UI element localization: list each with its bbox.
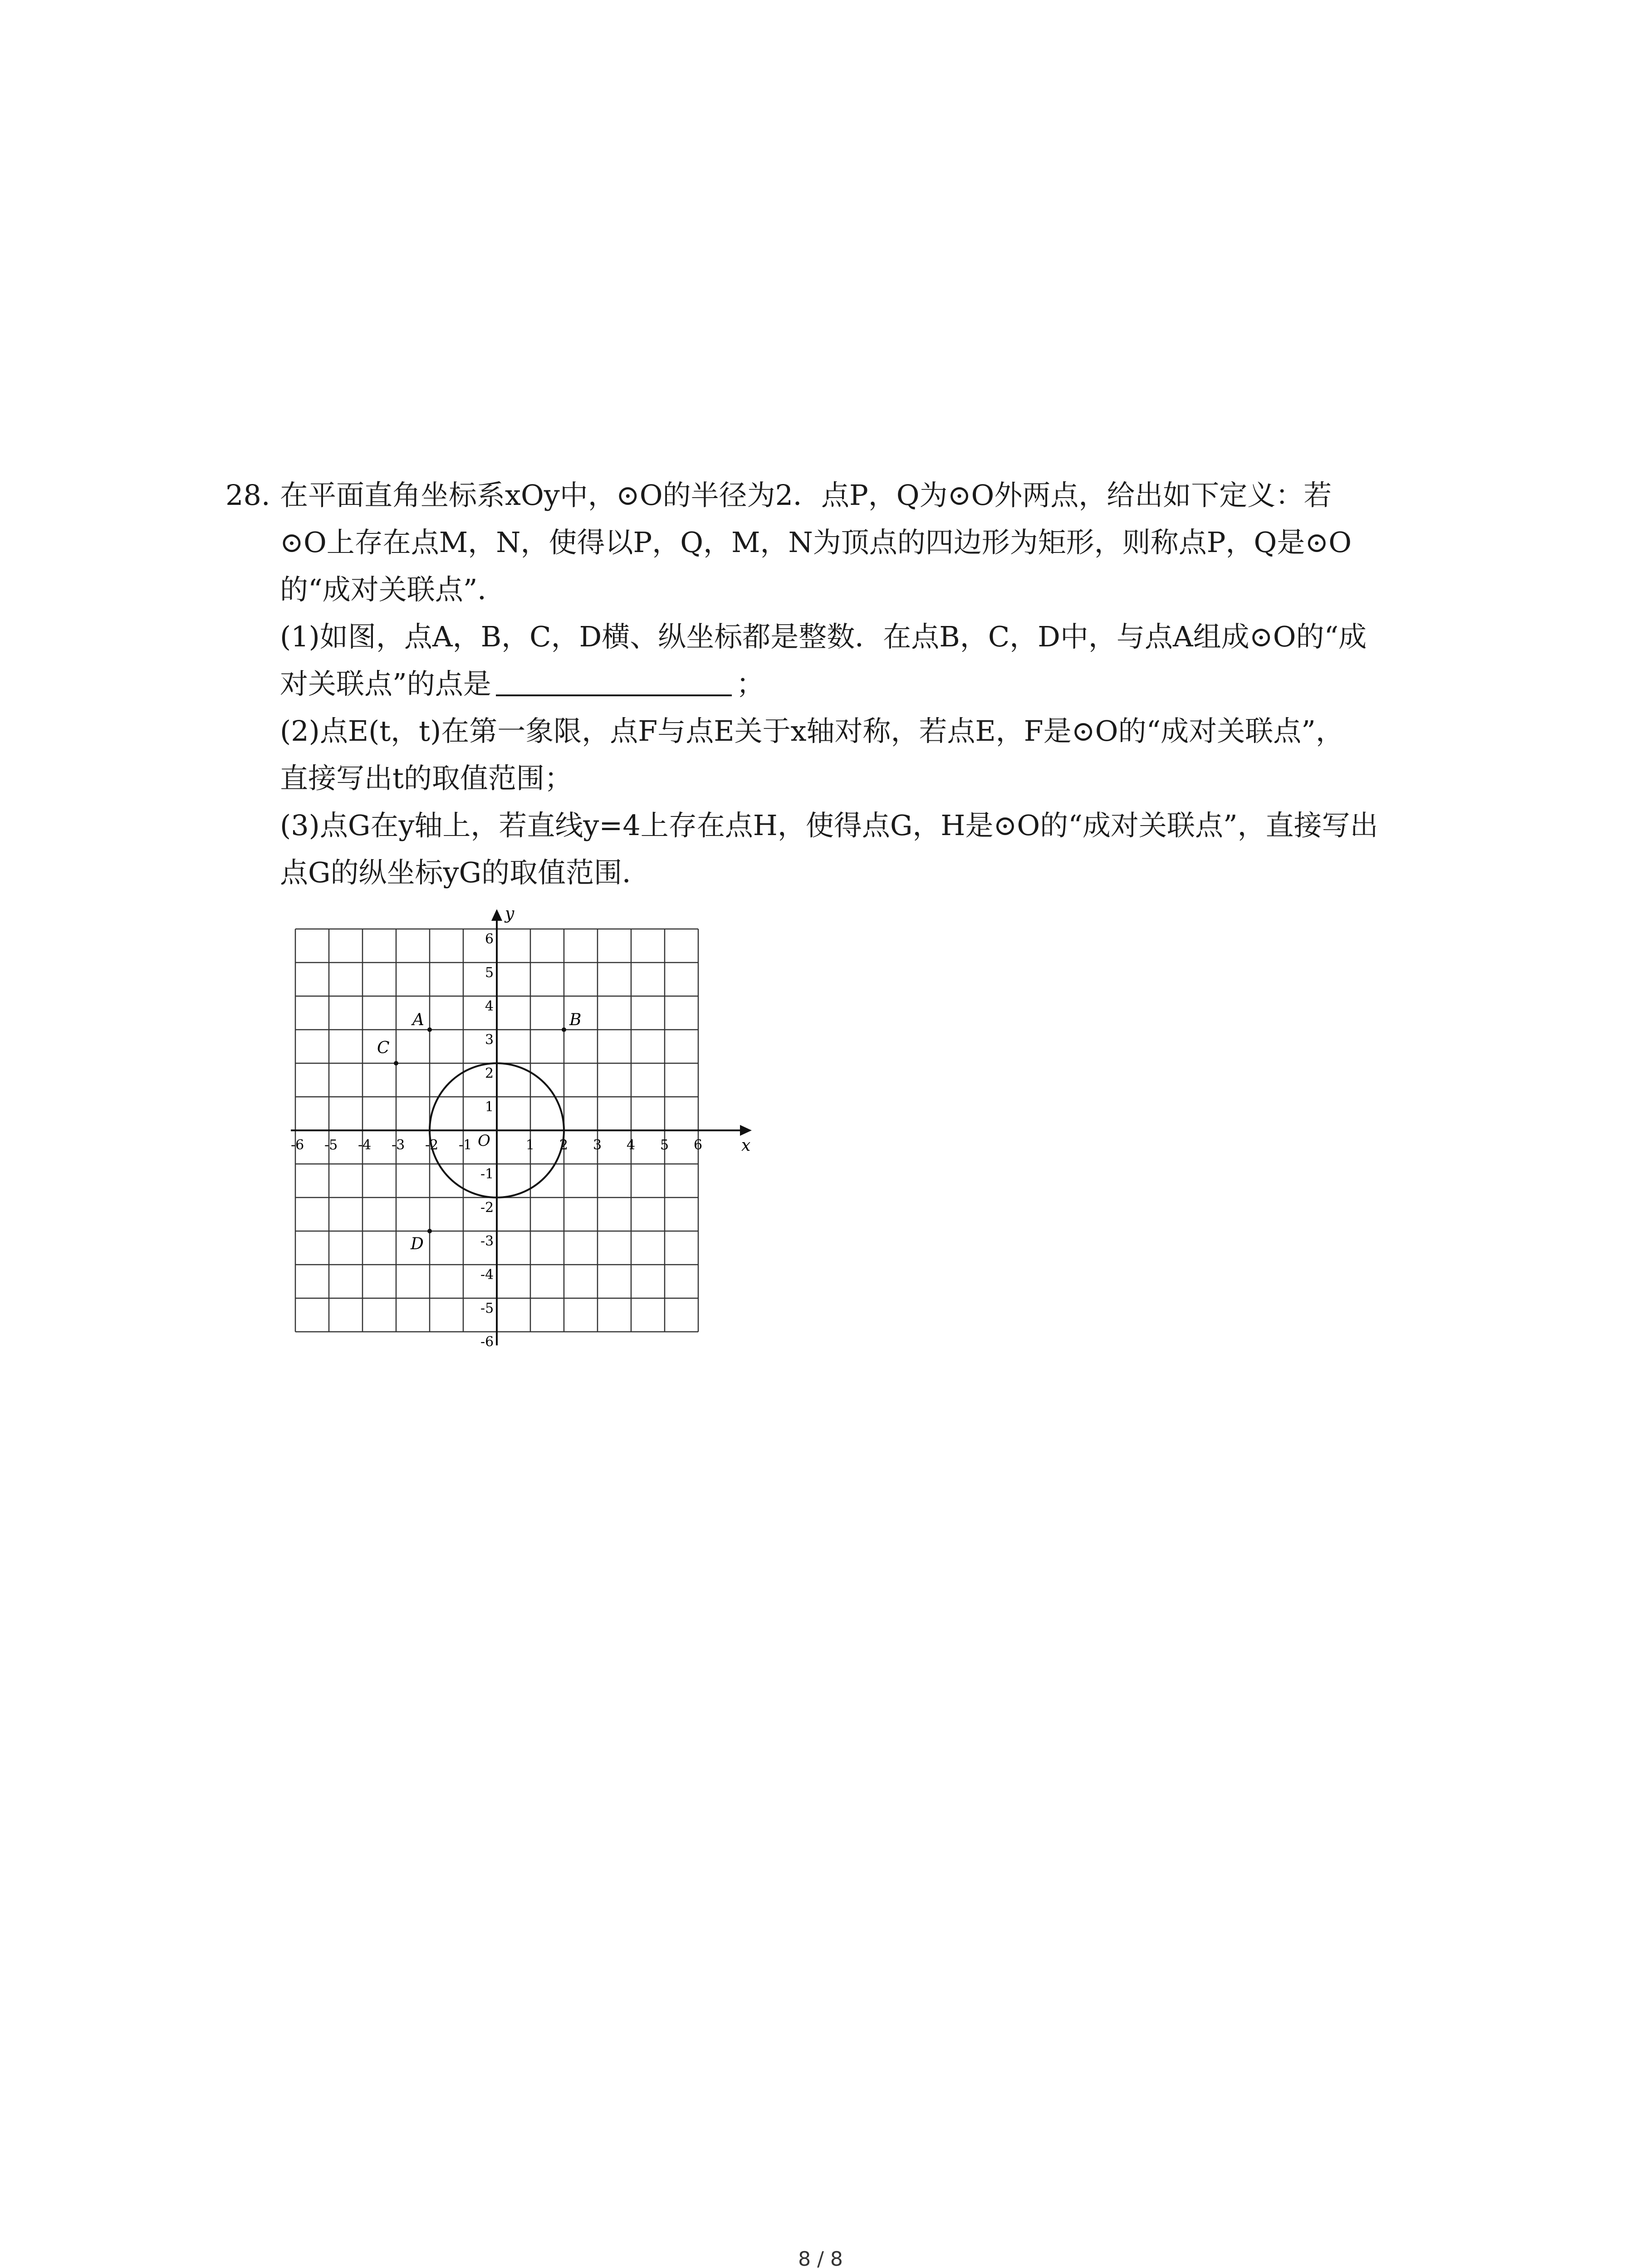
x-tick-label: 6	[694, 1137, 703, 1153]
part1-end: ；	[736, 667, 764, 700]
x-tick-label: 4	[627, 1137, 636, 1153]
x-tick-label: -6	[291, 1137, 304, 1153]
answer-blank[interactable]	[496, 667, 732, 696]
x-tick-label: 3	[593, 1137, 602, 1153]
x-tick-label: -2	[425, 1137, 439, 1153]
point-a-label: A	[412, 1011, 424, 1029]
point-b-label: B	[569, 1011, 582, 1029]
origin-label: O	[478, 1132, 490, 1150]
y-tick-label: -4	[480, 1267, 494, 1283]
y-tick-label: 4	[485, 998, 494, 1014]
point-c	[394, 1061, 398, 1066]
part3-line-1: (3)点G在y轴上，若直线y=4上存在点H，使得点G，H是⊙O的“成对关联点”，直接写出	[280, 809, 1378, 842]
question-number: 28.	[225, 479, 270, 512]
y-axis-arrow	[491, 909, 502, 921]
part3-line-2: 点G的纵坐标yG的取值范围．	[280, 856, 651, 889]
y-axis-label: y	[505, 909, 514, 923]
y-tick-label: 6	[485, 931, 494, 947]
y-tick-label: 1	[485, 1099, 494, 1115]
y-tick-label: 5	[485, 965, 494, 981]
page-number: 8 / 8	[798, 2248, 843, 2268]
point-a	[427, 1027, 432, 1032]
question-line-2: ⊙O上存在点M，N，使得以P，Q，M，N为顶点的四边形为矩形，则称点P，Q是⊙O	[280, 526, 1352, 559]
question-line-1	[225, 472, 1478, 519]
x-tick-label: -1	[459, 1137, 472, 1153]
y-tick-label: -5	[480, 1300, 494, 1316]
part1-line-2	[225, 660, 1478, 708]
x-tick-label: 2	[559, 1137, 568, 1153]
x-tick-label: -5	[324, 1137, 338, 1153]
y-tick-label: -2	[480, 1200, 494, 1216]
part1-text: 对关联点”的点是	[280, 667, 491, 700]
point-c-label: C	[377, 1039, 390, 1057]
point-b	[562, 1027, 566, 1032]
question-text-1: 在平面直角坐标系xOy中，⊙O的半径为2．点P，Q为⊙O外两点，给出如下定义：若	[280, 479, 1332, 512]
y-tick-label: 2	[485, 1066, 494, 1081]
y-tick-label: 3	[485, 1032, 494, 1048]
x-axis-label: x	[741, 1136, 751, 1155]
coordinate-figure	[281, 909, 780, 1363]
point-d-label: D	[411, 1235, 424, 1253]
part2-line-2: 直接写出t的取值范围；	[280, 762, 573, 795]
y-tick-label: -6	[480, 1334, 494, 1350]
x-tick-label: 1	[526, 1137, 535, 1153]
y-tick-label: -1	[480, 1166, 494, 1182]
x-tick-label: 5	[660, 1137, 669, 1153]
point-d	[427, 1229, 432, 1233]
y-tick-label: -3	[480, 1233, 494, 1249]
part2-line-1: (2)点E(t，t)在第一象限，点F与点E关于x轴对称，若点E，F是⊙O的“成对关联点”，	[280, 714, 1344, 748]
question-line-3: 的“成对关联点”．	[280, 573, 506, 606]
x-tick-label: -3	[392, 1137, 405, 1153]
question-28	[225, 472, 1478, 896]
part1-line-1: (1)如图，点A，B，C，D横、纵坐标都是整数．在点B，C，D中，与点A组成⊙O的“成	[280, 620, 1367, 653]
x-tick-label: -4	[358, 1137, 372, 1153]
x-axis-arrow	[740, 1125, 752, 1136]
